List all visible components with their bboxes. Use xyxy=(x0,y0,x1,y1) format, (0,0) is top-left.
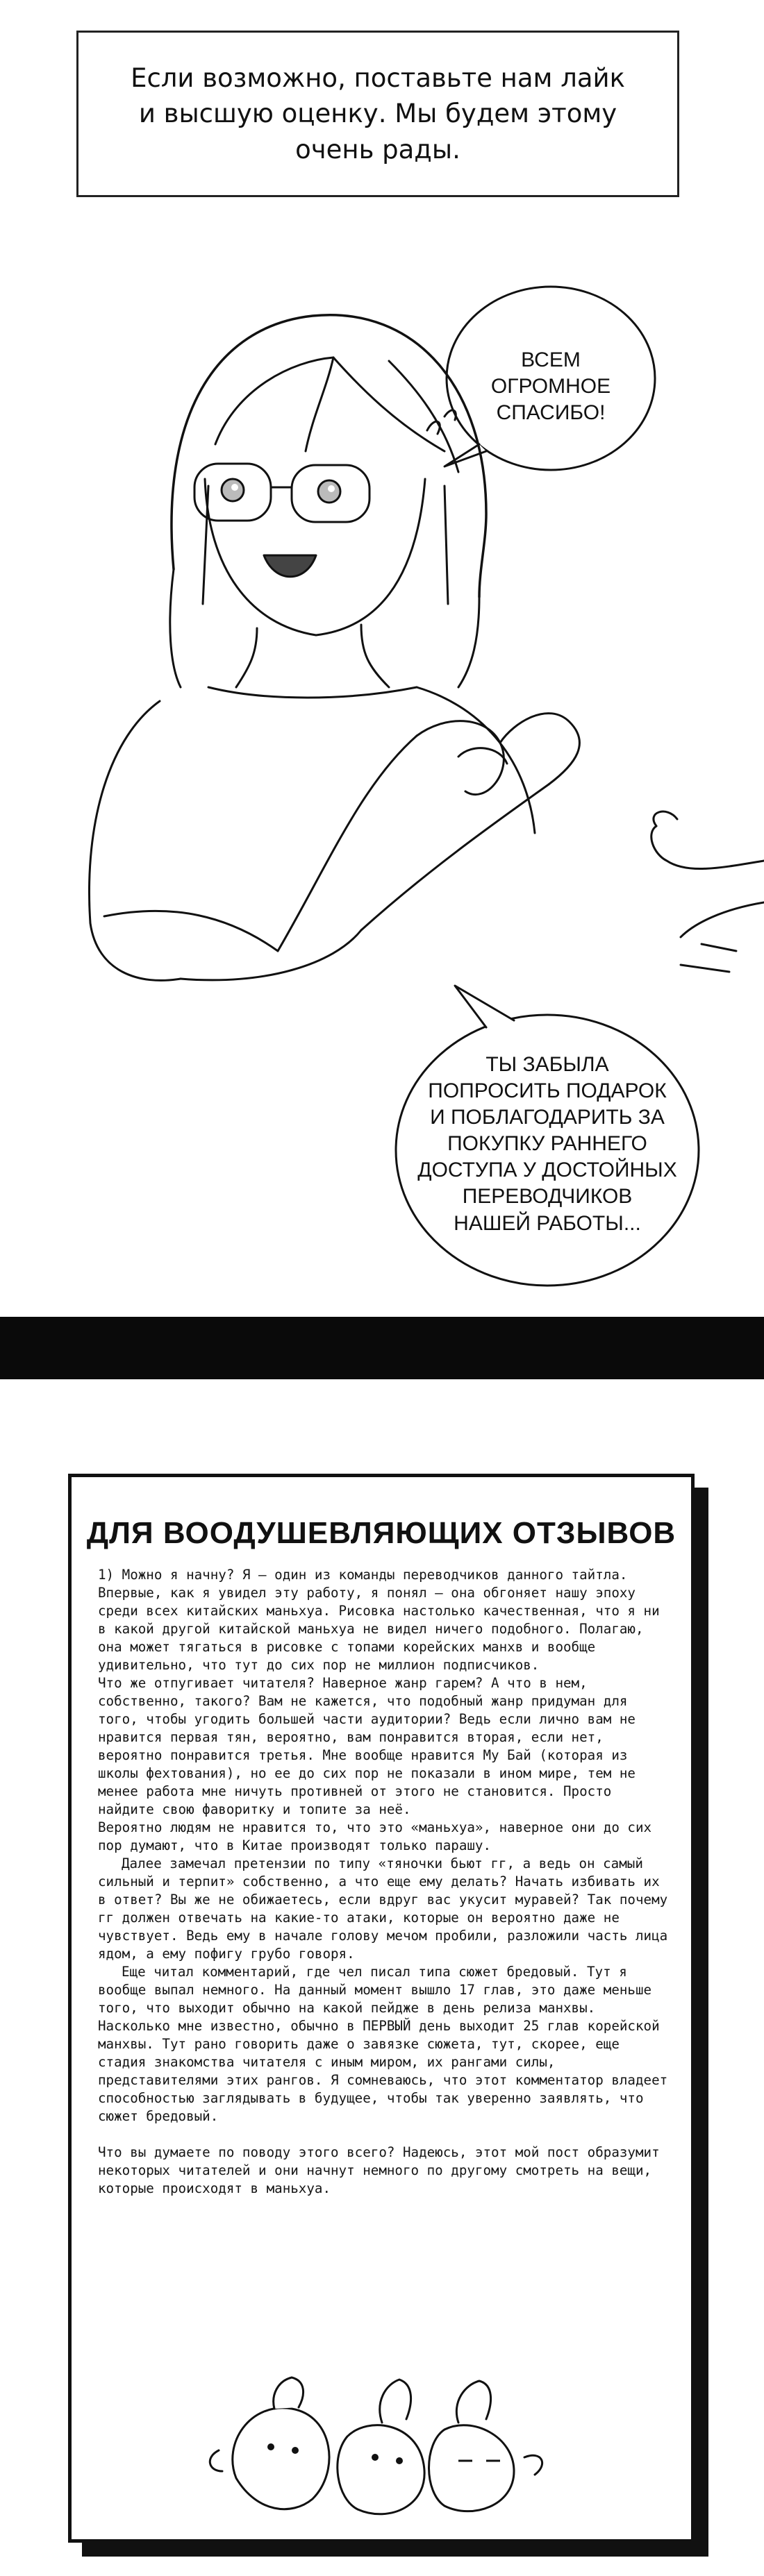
thanks-line: ВСЕМ ОГРОМНОЕ xyxy=(490,348,611,398)
reminder-line: ПОПРОСИТЬ ПОДАРОК xyxy=(428,1079,667,1103)
notice-paragraph: Что вы думаете по поводу этого всего? Надеюсь, этот мой пост образумит некоторых читателей и они начнут немного по другому смотреть на вещи, которые происходят в маньхуа. xyxy=(98,2144,660,2196)
reminder-line: ПЕРЕВОДЧИКОВ xyxy=(462,1185,633,1209)
notice-paragraph: Что же отпугивает читателя? Наверное жанр гарем? А что в нем, собственно, такого? Вам не кажется, что подобный жанр придуман для того, чтобы угодить большей части аудитории? Ведь если лично вам не нравится первая тян, вероятно, вам понравится вторая, если нет, вероятно понравится третья. Мне вообще нравится Му Бай (которая из школы фехтования), но ее до сих пор не показали в ином мире, тем не менее работа мне ничуть противней от этого не становится. Просто найдите свою фаворитку и топите за неё. xyxy=(98,1675,636,1817)
notice-paragraph: Вероятно людям не нравится то, что это «маньхуа», наверное они до сих пор думают, что в Китае производят только парашу. xyxy=(98,1819,652,1853)
notice-paragraph: Еще читал комментарий, где чел писал типа сюжет бредовый. Тут я вообще выпал немного. На данный момент вышло 17 глав, это даже меньше того, что выходит обычно на какой пейдже в день релиза манхвы. Насколько мне известно, обычно в ПЕРВЫЙ день выходит 25 глав корейской манхвы. Тут рано говорить даже о завязке сюжета, тут, скорее, еще стадия знакомства читателя с иным миром, их рангами силы, представителями этих рангов. Я сомневаюсь, что этот комментатор владеет способностью заглядывать в будущее, чтобы так уверенно заявлять, что сюжет бредовый. xyxy=(98,1964,668,2124)
thanks-line: СПАСИБО! xyxy=(496,401,606,425)
reminder-line: ТЫ ЗАБЫЛА xyxy=(485,1053,609,1076)
reminder-line: ПОКУПКУ РАННЕГО xyxy=(447,1132,647,1156)
reminder-text xyxy=(413,1052,681,1237)
chibi-illustration xyxy=(208,2374,556,2527)
caption-line: Если возможно, поставьте нам лайк xyxy=(131,63,625,94)
reminder-line: ДОСТУПА У ДОСТОЙНЫХ xyxy=(417,1159,677,1182)
reminder-line: НАШЕЙ РАБОТЫ... xyxy=(454,1211,641,1235)
notice-title: ДЛЯ ВООДУШЕВЛЯЮЩИХ ОТЗЫВОВ xyxy=(86,1516,676,1550)
thanks-text xyxy=(460,347,641,426)
panel-divider xyxy=(0,1317,764,1379)
notice-paragraph: 1) Можно я начну? Я – один из команды переводчиков данного тайтла. Впервые, как я увидел эту работу, я понял – она обгоняет нашу эпоху среди всех китайских маньхуа. Рисовка настолько качественная, что я ни в какой другой китайской маньхуа не видел ничего подобного. Полагаю, она может тягаться в рисовке с топами корейских манхв и вообще удивительно, что тут до сих пор не миллион подписчиков. xyxy=(98,1567,660,1673)
notice-body xyxy=(98,1566,670,2198)
caption-line: и высшую оценку. Мы будем этому xyxy=(138,99,617,129)
notice-paragraph: Далее замечал претензии по типу «тяночки бьют гг, а ведь он самый сильный и терпит» собственно, а что еще ему делать? Начать избивать их в ответ? Вы же не обижаетесь, если вдруг вас укусит муравей? Так почему гг должен отвечать на какие-то атаки, которые он вероятно даже не чувствует. Ведь ему в начале голову мечом пробили, разложили часть лица ядом, а ему пофигу грубо говоря. xyxy=(98,1855,668,1962)
caption-line: очень рады. xyxy=(295,134,460,165)
reminder-line: И ПОБЛАГОДАРИТЬ ЗА xyxy=(430,1106,665,1129)
